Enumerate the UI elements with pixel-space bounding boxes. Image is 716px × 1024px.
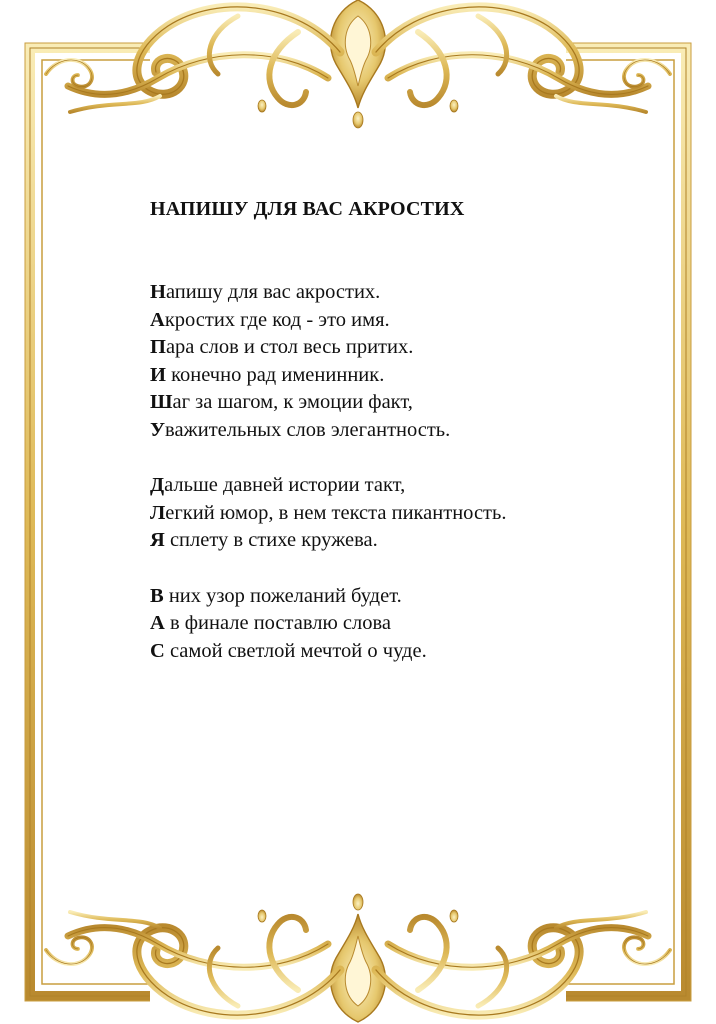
acrostic-letter: И (150, 363, 166, 386)
line-text: кростих где код - это имя. (164, 308, 390, 331)
line-text: ара слов и стол весь притих. (165, 336, 414, 358)
poem-line (150, 389, 650, 417)
line-text: самой светлой мечтой о чуде. (164, 639, 427, 662)
poem-line (150, 610, 650, 638)
acrostic-letter: Д (150, 474, 165, 496)
poem-line (150, 500, 650, 528)
acrostic-letter: Л (150, 501, 166, 524)
corner-scroll-bottom-left (46, 937, 92, 964)
poem-stanza (150, 583, 650, 666)
line-text: апишу для вас акростих. (165, 281, 381, 303)
acrostic-letter: У (150, 418, 166, 441)
acrostic-letter: С (150, 639, 165, 662)
poem-line (150, 527, 650, 555)
line-text: альше давней истории такт, (164, 474, 406, 496)
poem-line (150, 638, 650, 666)
acrostic-letter: Я (150, 529, 165, 551)
poem-stanzas (150, 279, 650, 665)
poem-line (150, 417, 650, 445)
acrostic-letter: Ш (150, 391, 173, 413)
acrostic-letter: П (150, 336, 166, 358)
line-text: егкий юмор, в нем текста пикантность. (165, 501, 507, 524)
poem-block (150, 198, 650, 693)
poem-stanza (150, 472, 650, 555)
acrostic-letter: В (150, 584, 164, 607)
corner-scroll-bottom-right (624, 937, 670, 964)
poem-stanza (150, 279, 650, 444)
line-text: важительных слов элегантность. (165, 418, 451, 441)
poem-title: НАПИШУ ДЛЯ ВАС АКРОСТИХ (150, 198, 465, 220)
acrostic-letter: А (150, 308, 165, 331)
line-text: них узор пожеланий будет. (163, 584, 402, 607)
poem-line (150, 307, 650, 335)
poem-line (150, 334, 650, 362)
acrostic-letter: А (150, 612, 165, 634)
acrostic-letter: Н (150, 281, 166, 303)
poem-line (150, 472, 650, 500)
line-text: сплету в стихе кружева. (164, 529, 378, 551)
line-text: аг за шагом, к эмоции факт, (172, 391, 413, 413)
line-text: в финале поставлю слова (164, 612, 392, 634)
poem-line (150, 583, 650, 611)
poem-line (150, 362, 650, 390)
poem-line (150, 279, 650, 307)
line-text: конечно рад именинник. (165, 363, 385, 386)
